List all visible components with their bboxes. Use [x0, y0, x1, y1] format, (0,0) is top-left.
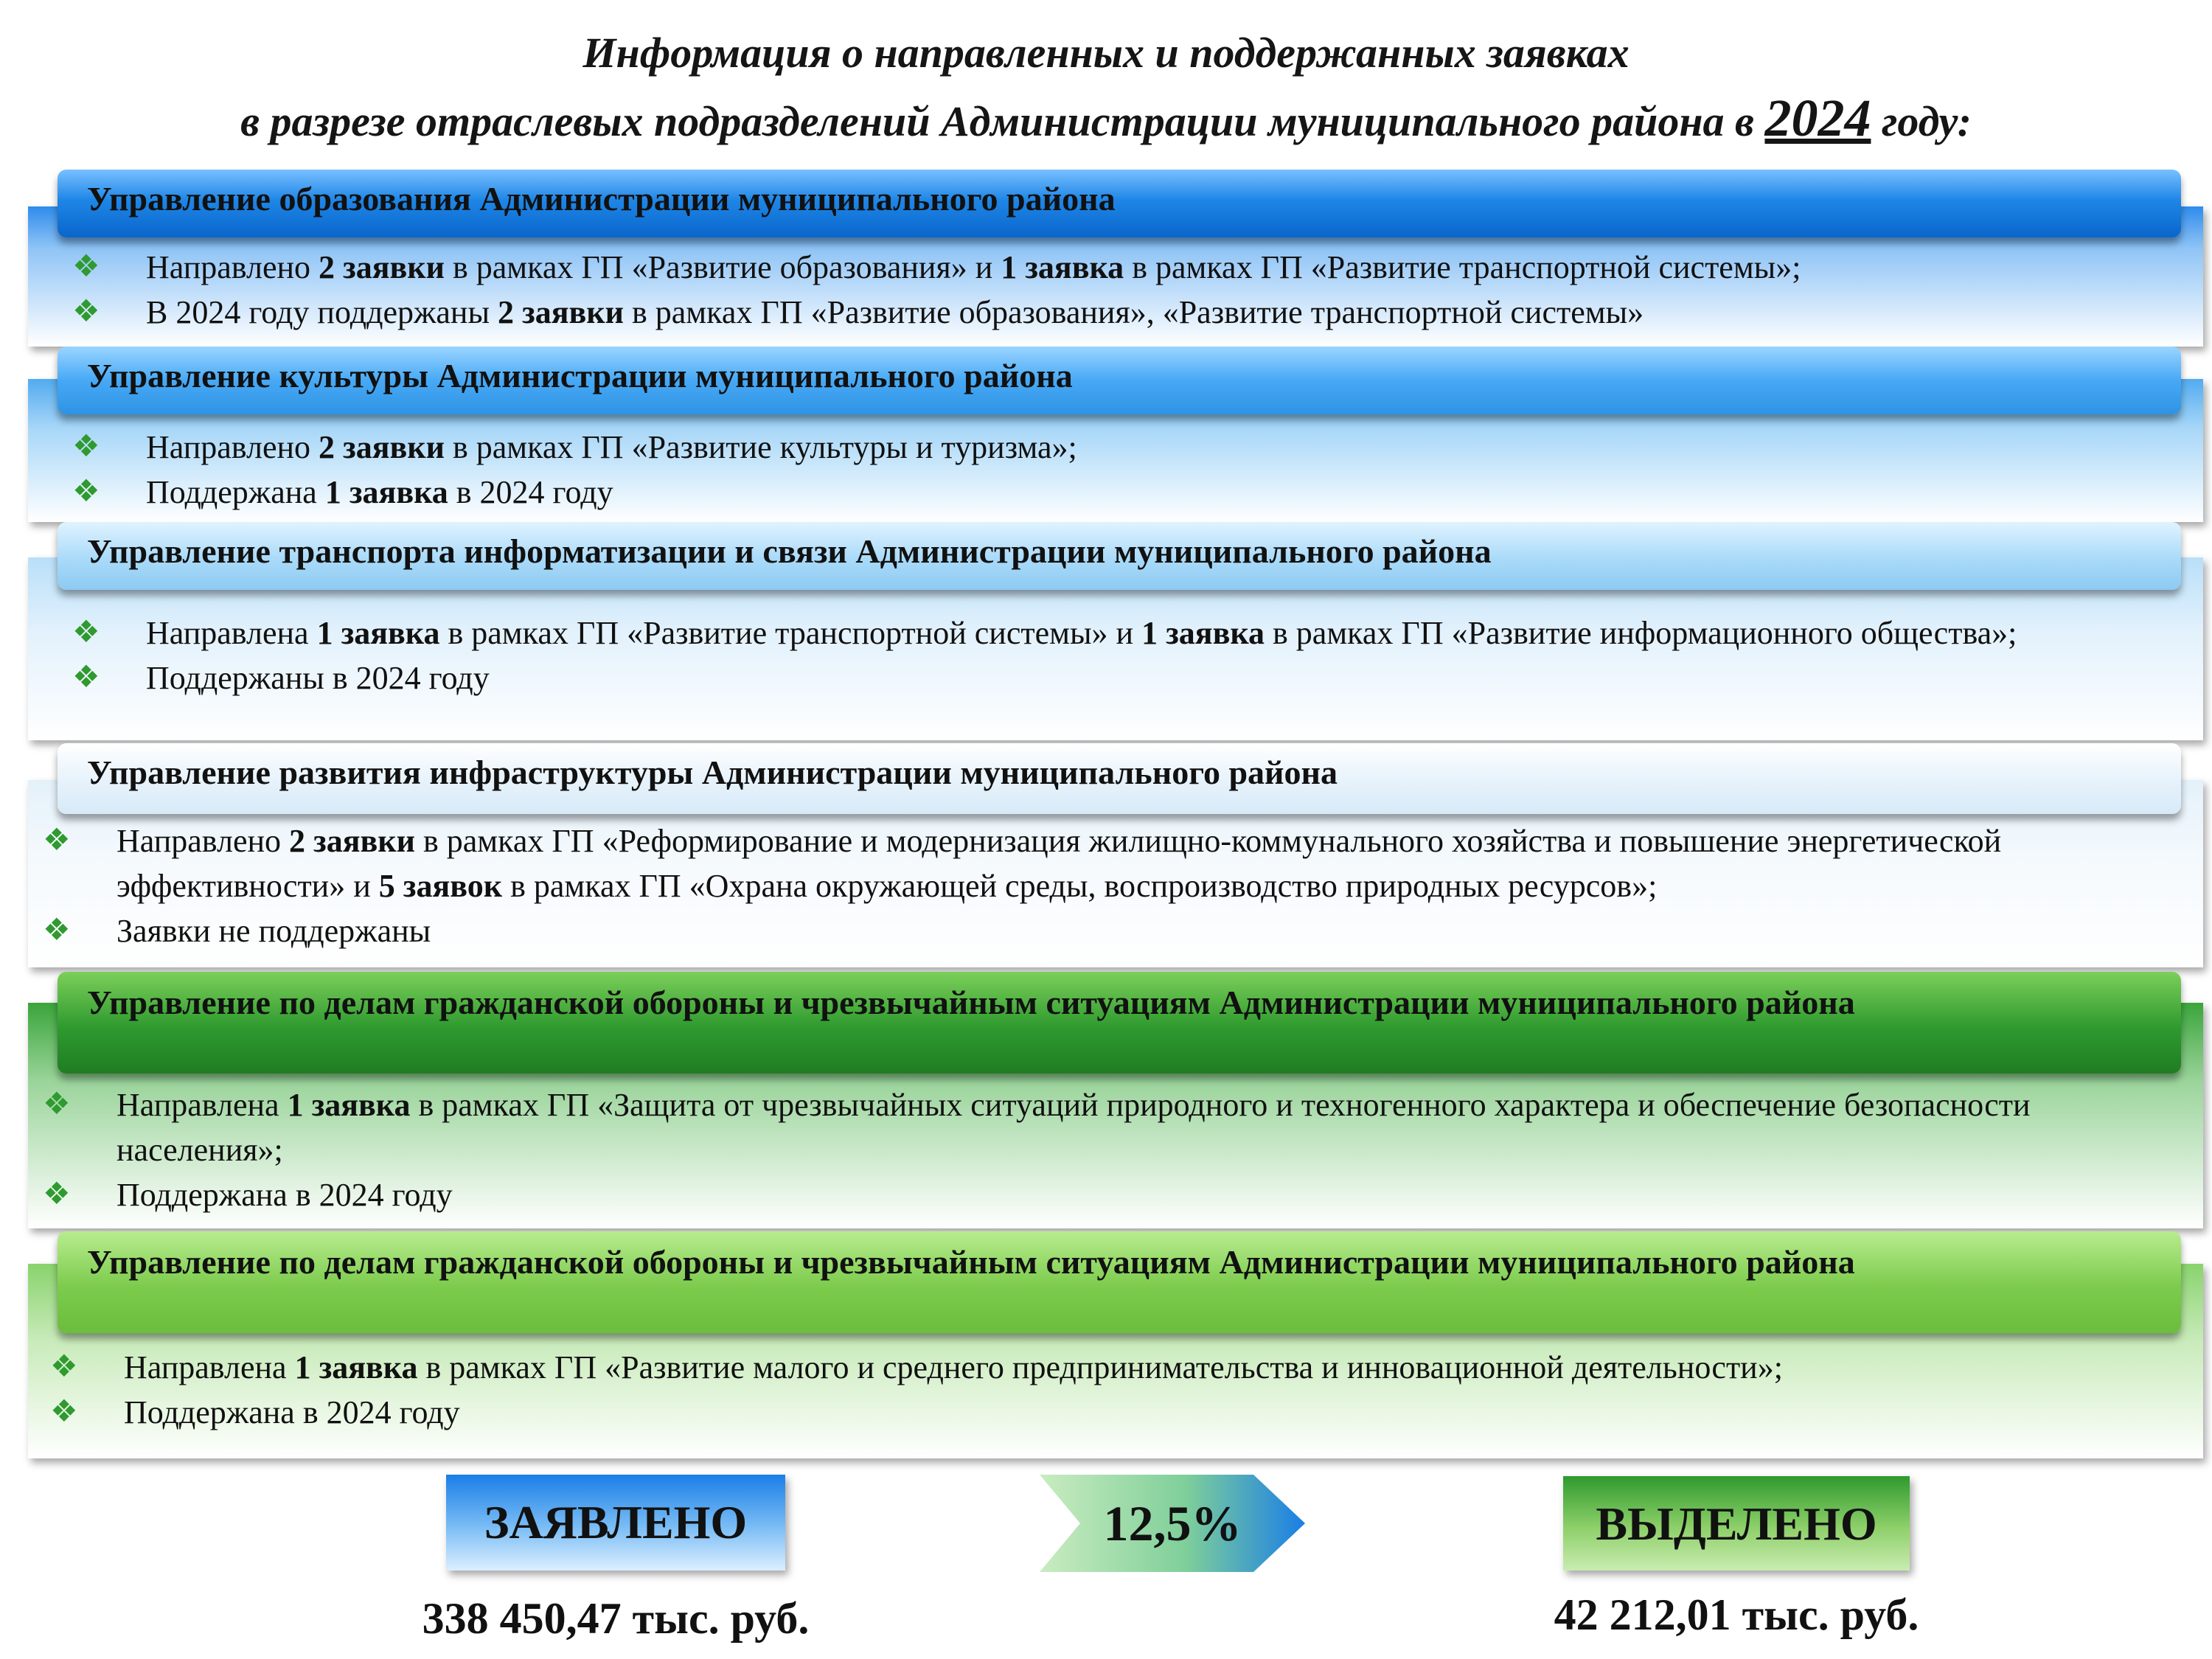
diamond-bullet-icon: ❖: [72, 295, 100, 329]
list-item: [43, 818, 2174, 908]
diamond-bullet-icon: ❖: [72, 661, 100, 695]
list-item: [72, 611, 2174, 655]
section-heading: Управление культуры Администрации муниципального района: [58, 347, 2181, 414]
item-text: В 2024 году поддержаны: [146, 294, 498, 330]
allocated-amount: 42 212,01 тыс. руб.: [1554, 1590, 1919, 1639]
item-text: в рамках ГП «Реформирование и модернизация жилищно-коммунального хозяйства и повышение энергетической эффективности» и: [116, 823, 2002, 904]
item-text: в рамках ГП «Защита от чрезвычайных ситуаций природного и техногенного характера и обеспечение безопасности населения»;: [116, 1087, 2031, 1168]
diamond-bullet-icon: ❖: [72, 250, 100, 284]
declared-amount: 338 450,47 тыс. руб.: [422, 1594, 810, 1643]
item-text: Направлена: [124, 1349, 295, 1385]
item-text: в рамках ГП «Развитие транспортной системы» и: [439, 615, 1142, 651]
item-text: Поддержана в 2024 году: [116, 1177, 453, 1213]
item-text: Направлена: [116, 1087, 288, 1123]
diamond-bullet-icon: ❖: [43, 824, 71, 858]
diamond-bullet-icon: ❖: [43, 1178, 71, 1211]
section-transport-it: [28, 522, 2203, 740]
title-line-2-suffix: году:: [1871, 97, 1972, 145]
section-heading: Управление образования Администрации муниципального района: [58, 170, 2181, 237]
list-item: [43, 1172, 2174, 1217]
section-education: [28, 170, 2203, 347]
section-civil-defense-2: [28, 1231, 2203, 1458]
item-text: в рамках ГП «Охрана окружающей среды, воспроизводство природных ресурсов»;: [502, 868, 1658, 904]
item-text: Направлено: [146, 429, 319, 465]
item-text: в рамках ГП «Развитие малого и среднего предпринимательства и инновационной деятельности»;: [417, 1349, 1783, 1385]
title-line-1: Информация о направленных и поддержанных заявках: [582, 29, 1630, 77]
section-heading: Управление по делам гражданской обороны и чрезвычайным ситуациям Администрации муниципального района: [58, 972, 2181, 1074]
item-text: в рамках ГП «Развитие образования», «Развитие транспортной системы»: [624, 294, 1644, 330]
item-text: Заявки не поддержаны: [116, 913, 431, 949]
item-count: 1 заявка: [287, 1087, 411, 1123]
item-count: 2 заявки: [498, 294, 624, 330]
diamond-bullet-icon: ❖: [43, 914, 71, 947]
section-items: [72, 245, 2174, 335]
title-line-2: [0, 86, 2212, 154]
list-item: [43, 1082, 2174, 1172]
item-count: 1 заявка: [294, 1349, 418, 1385]
item-count: 1 заявка: [324, 474, 448, 510]
section-items: [43, 1082, 2174, 1217]
item-count: 2 заявки: [319, 429, 445, 465]
title-year: 2024: [1764, 88, 1871, 147]
item-text: в рамках ГП «Развитие транспортной системы»;: [1124, 249, 1801, 285]
diamond-bullet-icon: ❖: [43, 1088, 71, 1121]
percent-value: 12,5%: [1103, 1495, 1242, 1551]
section-culture: [28, 347, 2203, 522]
item-text: Поддержаны в 2024 году: [146, 660, 490, 696]
section-items: [43, 818, 2174, 953]
title-line-2-prefix: в разрезе отраслевых подразделений Администрации муниципального района в: [240, 97, 1765, 145]
list-item: [72, 425, 2174, 470]
item-text: в рамках ГП «Развитие культуры и туризма»;: [444, 429, 1077, 465]
section-heading: Управление транспорта информатизации и связи Администрации муниципального района: [58, 522, 2181, 590]
item-text: в 2024 году: [448, 474, 613, 510]
item-text: Поддержана в 2024 году: [124, 1394, 460, 1430]
list-item: [72, 470, 2174, 515]
item-text: Направлена: [146, 615, 317, 651]
item-count: 2 заявки: [319, 249, 445, 285]
section-items: [50, 1345, 2174, 1435]
diamond-bullet-icon: ❖: [72, 430, 100, 464]
item-count: 1 заявка: [1001, 249, 1124, 285]
list-item: [72, 290, 2174, 335]
diamond-bullet-icon: ❖: [50, 1395, 78, 1429]
item-count: 5 заявок: [378, 868, 503, 904]
diamond-bullet-icon: ❖: [72, 616, 100, 650]
item-count: 1 заявка: [1141, 615, 1265, 651]
item-text: в рамках ГП «Развитие образования» и: [444, 249, 1001, 285]
page-title: [0, 21, 2212, 154]
list-item: [43, 908, 2174, 953]
section-heading: Управление по делам гражданской обороны и чрезвычайным ситуациям Администрации муниципального района: [58, 1231, 2181, 1333]
item-text: Направлено: [116, 823, 290, 859]
section-infrastructure: [28, 743, 2203, 967]
section-heading: Управление развития инфраструктуры Администрации муниципального района: [58, 743, 2181, 814]
section-items: [72, 611, 2174, 700]
diamond-bullet-icon: ❖: [72, 475, 100, 509]
item-count: 1 заявка: [316, 615, 440, 651]
declared-label-box: ЗАЯВЛЕНО: [446, 1475, 785, 1571]
list-item: [50, 1345, 2174, 1390]
section-civil-defense-1: [28, 972, 2203, 1228]
list-item: [72, 655, 2174, 700]
allocated-label-box: ВЫДЕЛЕНО: [1563, 1476, 1910, 1571]
list-item: [50, 1390, 2174, 1435]
item-text: в рамках ГП «Развитие информационного общества»;: [1265, 615, 2017, 651]
item-text: Направлено: [146, 249, 319, 285]
section-items: [72, 425, 2174, 515]
item-count: 2 заявки: [289, 823, 415, 859]
item-text: Поддержана: [146, 474, 325, 510]
list-item: [72, 245, 2174, 290]
diamond-bullet-icon: ❖: [50, 1350, 78, 1384]
